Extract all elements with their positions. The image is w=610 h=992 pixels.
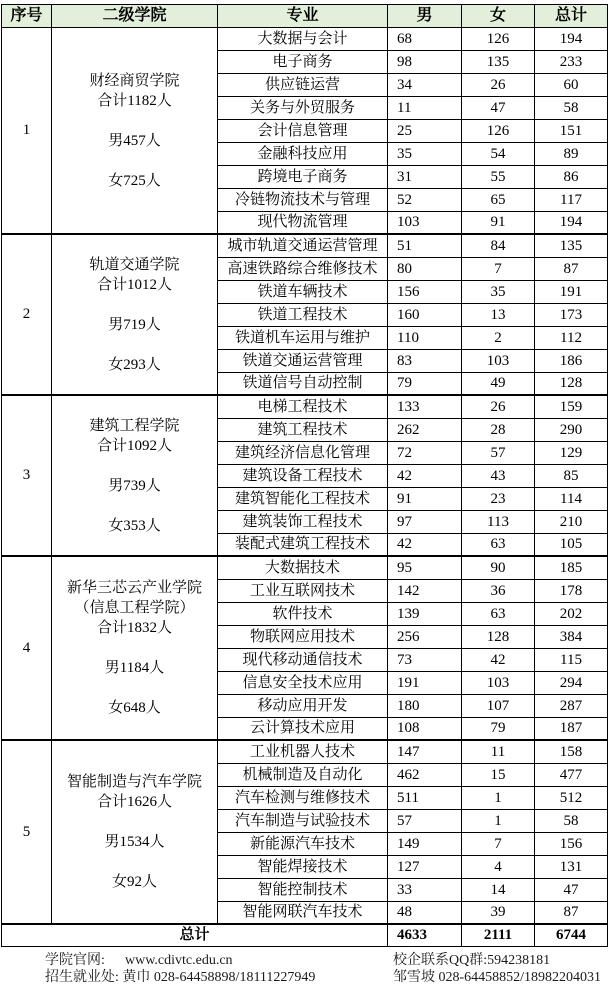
female-count-cell: 103: [462, 672, 535, 695]
college-name: 建筑工程学院: [89, 417, 180, 434]
college-name: 轨道交通学院: [89, 256, 180, 273]
major-total-cell: 47: [535, 879, 608, 902]
group-index-cell: 1: [2, 28, 52, 235]
male-count-cell: 156: [388, 281, 462, 304]
major-name-cell: 建筑智能化工程技术: [218, 488, 388, 511]
header-major: 专业: [218, 5, 388, 28]
male-count-cell: 511: [388, 787, 462, 810]
major-name-cell: 建筑装饰工程技术: [218, 511, 388, 534]
major-name-cell: 铁道交通运营管理: [218, 350, 388, 373]
major-name-cell: 云计算技术应用: [218, 718, 388, 741]
female-count-cell: 113: [462, 511, 535, 534]
major-total-cell: 158: [535, 741, 608, 764]
female-count-cell: 47: [462, 97, 535, 120]
female-count-cell: 2: [462, 327, 535, 350]
major-name-cell: 城市轨道交通运营管理: [218, 235, 388, 258]
major-total-cell: 86: [535, 166, 608, 189]
female-count-cell: 1: [462, 810, 535, 833]
male-count-cell: 72: [388, 442, 462, 465]
header-total: 总计: [535, 5, 608, 28]
grand-total-label: 总计: [2, 925, 388, 947]
website-url: www.cdivtc.edu.cn: [125, 953, 233, 968]
male-count-cell: 33: [388, 879, 462, 902]
college-female-count: 女92人: [111, 874, 157, 890]
male-count-cell: 52: [388, 189, 462, 212]
major-name-cell: 供应链运营: [218, 74, 388, 97]
college-female-count: 女293人: [108, 356, 161, 373]
major-total-cell: 159: [535, 396, 608, 419]
college-cell: [52, 557, 218, 741]
major-total-cell: 128: [535, 373, 608, 396]
male-count-cell: 256: [388, 626, 462, 649]
major-name-cell: 建筑经济信息化管理: [218, 442, 388, 465]
male-count-cell: 73: [388, 649, 462, 672]
major-total-cell: 58: [535, 810, 608, 833]
male-count-cell: 180: [388, 695, 462, 718]
major-name-cell: 电梯工程技术: [218, 396, 388, 419]
college-subtotal: 合计1626人: [96, 794, 172, 810]
major-total-cell: 294: [535, 672, 608, 695]
major-total-cell: 210: [535, 511, 608, 534]
male-count-cell: 142: [388, 580, 462, 603]
male-count-cell: 262: [388, 419, 462, 442]
header-college: 二级学院: [52, 5, 218, 28]
major-name-cell: 铁道机车运用与维护: [218, 327, 388, 350]
female-count-cell: 26: [462, 396, 535, 419]
major-total-cell: 131: [535, 856, 608, 879]
college-male-count: 男739人: [108, 477, 161, 494]
female-count-cell: 35: [462, 281, 535, 304]
female-count-cell: 11: [462, 741, 535, 764]
female-count-cell: 4: [462, 856, 535, 879]
college-female-count: 女648人: [108, 700, 161, 716]
male-count-cell: 31: [388, 166, 462, 189]
female-count-cell: 55: [462, 166, 535, 189]
male-count-cell: 51: [388, 235, 462, 258]
male-count-cell: 25: [388, 120, 462, 143]
female-count-cell: 91: [462, 212, 535, 235]
male-count-cell: 68: [388, 28, 462, 51]
second-contact: 邹雪坡 028-64458852/18982204031: [393, 970, 602, 985]
college-male-count: 男457人: [108, 132, 161, 149]
college-name: 新华三芯云产业学院: [66, 580, 202, 596]
major-name-cell: 铁道车辆技术: [218, 281, 388, 304]
major-total-cell: 58: [535, 97, 608, 120]
enrollment-table: [1, 4, 608, 947]
major-total-cell: 290: [535, 419, 608, 442]
college-cell: [52, 396, 218, 557]
major-total-cell: 87: [535, 258, 608, 281]
major-total-cell: 60: [535, 74, 608, 97]
male-count-cell: 147: [388, 741, 462, 764]
grand-total-sum: 6744: [535, 925, 608, 947]
header-index: 序号: [2, 5, 52, 28]
female-count-cell: 65: [462, 189, 535, 212]
major-name-cell: 智能网联汽车技术: [218, 902, 388, 925]
major-total-cell: 112: [535, 327, 608, 350]
college-subtotal: 合计1092人: [96, 437, 172, 454]
major-name-cell: 信息安全技术应用: [218, 672, 388, 695]
major-name-cell: 冷链物流技术与管理: [218, 189, 388, 212]
female-count-cell: 28: [462, 419, 535, 442]
male-count-cell: 48: [388, 902, 462, 925]
major-total-cell: 512: [535, 787, 608, 810]
major-total-cell: 87: [535, 902, 608, 925]
male-count-cell: 57: [388, 810, 462, 833]
male-count-cell: 91: [388, 488, 462, 511]
female-count-cell: 1: [462, 787, 535, 810]
major-name-cell: 大数据与会计: [218, 28, 388, 51]
qq-group-contact: 校企联系QQ群:594238181: [393, 953, 551, 968]
college-name: 智能制造与汽车学院: [66, 774, 202, 790]
group-index-cell: 4: [2, 557, 52, 741]
footer: [0, 948, 610, 988]
college-subtotal: 合计1832人: [96, 620, 172, 636]
male-count-cell: 42: [388, 465, 462, 488]
major-name-cell: 跨境电子商务: [218, 166, 388, 189]
major-total-cell: 129: [535, 442, 608, 465]
major-name-cell: 机械制造及自动化: [218, 764, 388, 787]
male-count-cell: 110: [388, 327, 462, 350]
female-count-cell: 84: [462, 235, 535, 258]
male-count-cell: 133: [388, 396, 462, 419]
male-count-cell: 42: [388, 534, 462, 557]
female-count-cell: 63: [462, 534, 535, 557]
major-total-cell: 384: [535, 626, 608, 649]
male-count-cell: 139: [388, 603, 462, 626]
female-count-cell: 7: [462, 833, 535, 856]
major-total-cell: 477: [535, 764, 608, 787]
major-name-cell: 物联网应用技术: [218, 626, 388, 649]
major-name-cell: 汽车检测与维修技术: [218, 787, 388, 810]
female-count-cell: 15: [462, 764, 535, 787]
major-total-cell: 151: [535, 120, 608, 143]
female-count-cell: 23: [462, 488, 535, 511]
major-total-cell: 135: [535, 235, 608, 258]
major-name-cell: 汽车制造与试验技术: [218, 810, 388, 833]
college-female-count: 女725人: [108, 172, 161, 189]
major-total-cell: 156: [535, 833, 608, 856]
major-total-cell: 186: [535, 350, 608, 373]
female-count-cell: 126: [462, 120, 535, 143]
female-count-cell: 57: [462, 442, 535, 465]
major-name-cell: 工业互联网技术: [218, 580, 388, 603]
male-count-cell: 97: [388, 511, 462, 534]
male-count-cell: 98: [388, 51, 462, 74]
major-name-cell: 新能源汽车技术: [218, 833, 388, 856]
major-name-cell: 金融科技应用: [218, 143, 388, 166]
major-total-cell: 185: [535, 557, 608, 580]
major-total-cell: 194: [535, 28, 608, 51]
female-count-cell: 14: [462, 879, 535, 902]
male-count-cell: 83: [388, 350, 462, 373]
male-count-cell: 191: [388, 672, 462, 695]
major-total-cell: 85: [535, 465, 608, 488]
header-female: 女: [462, 5, 535, 28]
college-male-count: 男1534人: [104, 834, 165, 850]
female-count-cell: 54: [462, 143, 535, 166]
female-count-cell: 39: [462, 902, 535, 925]
grand-total-female: 2111: [462, 925, 535, 947]
major-name-cell: 工业机器人技术: [218, 741, 388, 764]
major-name-cell: 现代物流管理: [218, 212, 388, 235]
male-count-cell: 35: [388, 143, 462, 166]
major-name-cell: 铁道信号自动控制: [218, 373, 388, 396]
major-total-cell: 115: [535, 649, 608, 672]
major-name-cell: 移动应用开发: [218, 695, 388, 718]
major-total-cell: 233: [535, 51, 608, 74]
college-female-count: 女353人: [108, 517, 161, 534]
major-name-cell: 高速铁路综合维修技术: [218, 258, 388, 281]
male-count-cell: 149: [388, 833, 462, 856]
college-subtotal: 合计1012人: [96, 276, 172, 293]
college-name: 财经商贸学院: [89, 72, 180, 89]
major-total-cell: 105: [535, 534, 608, 557]
college-name: （信息工程学院）: [74, 600, 195, 616]
male-count-cell: 80: [388, 258, 462, 281]
female-count-cell: 107: [462, 695, 535, 718]
major-total-cell: 202: [535, 603, 608, 626]
male-count-cell: 103: [388, 212, 462, 235]
major-total-cell: 114: [535, 488, 608, 511]
major-name-cell: 智能控制技术: [218, 879, 388, 902]
college-cell: [52, 28, 218, 235]
major-total-cell: 187: [535, 718, 608, 741]
male-count-cell: 79: [388, 373, 462, 396]
female-count-cell: 79: [462, 718, 535, 741]
group-index-cell: 5: [2, 741, 52, 925]
major-name-cell: 智能焊接技术: [218, 856, 388, 879]
major-total-cell: 178: [535, 580, 608, 603]
grand-total-male: 4633: [388, 925, 462, 947]
major-total-cell: 117: [535, 189, 608, 212]
major-name-cell: 装配式建筑工程技术: [218, 534, 388, 557]
major-total-cell: 173: [535, 304, 608, 327]
female-count-cell: 126: [462, 28, 535, 51]
header-male: 男: [388, 5, 462, 28]
male-count-cell: 11: [388, 97, 462, 120]
admissions-contact: 招生就业处: 黄巾 028-64458898/18111227949: [45, 970, 316, 985]
male-count-cell: 462: [388, 764, 462, 787]
male-count-cell: 95: [388, 557, 462, 580]
female-count-cell: 43: [462, 465, 535, 488]
major-name-cell: 建筑工程技术: [218, 419, 388, 442]
college-male-count: 男719人: [108, 316, 161, 333]
male-count-cell: 160: [388, 304, 462, 327]
major-name-cell: 大数据技术: [218, 557, 388, 580]
major-name-cell: 建筑设备工程技术: [218, 465, 388, 488]
female-count-cell: 128: [462, 626, 535, 649]
college-subtotal: 合计1182人: [97, 92, 172, 109]
female-count-cell: 13: [462, 304, 535, 327]
major-name-cell: 铁道工程技术: [218, 304, 388, 327]
major-total-cell: 194: [535, 212, 608, 235]
female-count-cell: 26: [462, 74, 535, 97]
college-cell: [52, 741, 218, 925]
female-count-cell: 49: [462, 373, 535, 396]
website-label: 学院官网:: [45, 953, 105, 968]
major-total-cell: 191: [535, 281, 608, 304]
female-count-cell: 42: [462, 649, 535, 672]
male-count-cell: 127: [388, 856, 462, 879]
college-cell: [52, 235, 218, 396]
major-name-cell: 电子商务: [218, 51, 388, 74]
female-count-cell: 36: [462, 580, 535, 603]
major-name-cell: 现代移动通信技术: [218, 649, 388, 672]
female-count-cell: 63: [462, 603, 535, 626]
group-index-cell: 3: [2, 396, 52, 557]
female-count-cell: 7: [462, 258, 535, 281]
female-count-cell: 135: [462, 51, 535, 74]
group-index-cell: 2: [2, 235, 52, 396]
college-male-count: 男1184人: [104, 660, 165, 676]
female-count-cell: 90: [462, 557, 535, 580]
female-count-cell: 103: [462, 350, 535, 373]
major-name-cell: 关务与外贸服务: [218, 97, 388, 120]
male-count-cell: 34: [388, 74, 462, 97]
major-name-cell: 软件技术: [218, 603, 388, 626]
major-total-cell: 287: [535, 695, 608, 718]
major-name-cell: 会计信息管理: [218, 120, 388, 143]
major-total-cell: 89: [535, 143, 608, 166]
male-count-cell: 108: [388, 718, 462, 741]
